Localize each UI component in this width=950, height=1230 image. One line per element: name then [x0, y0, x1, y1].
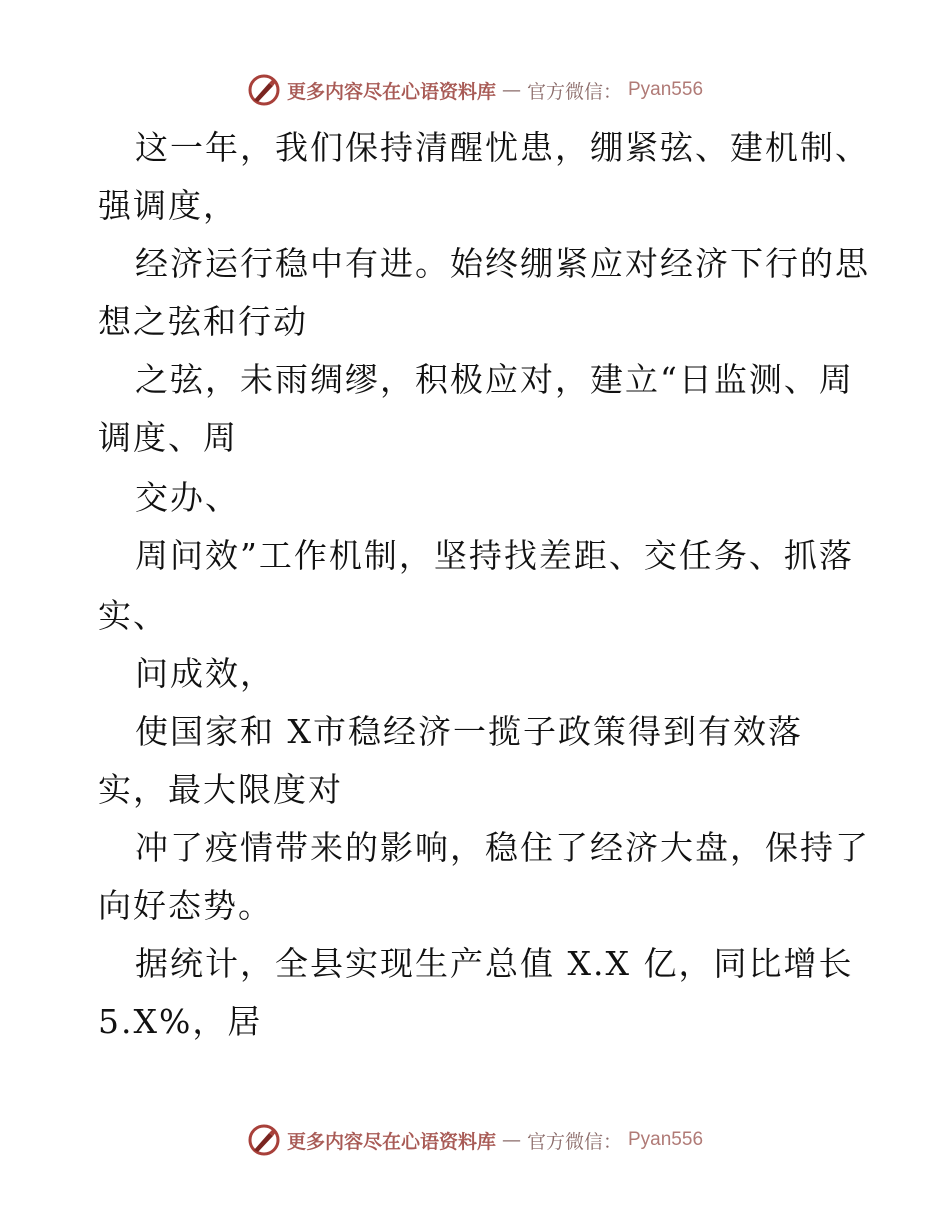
banner-dash: — — [501, 1129, 521, 1151]
header-banner — [0, 70, 950, 110]
banner-dash: — — [501, 79, 521, 101]
banner-wechat-label: 官方微信： — [526, 80, 622, 103]
text-line: 调度、周 — [98, 418, 238, 457]
pen-logo-icon — [247, 73, 281, 107]
text-line: 实，最大限度对 — [98, 770, 343, 809]
text-line: 5.X%，居 — [98, 1002, 263, 1041]
text-line: 使国家和 X市稳经济一揽子政策得到有效落 — [135, 712, 803, 751]
text-line: 交办、 — [135, 478, 240, 517]
text-line: 问成效， — [135, 654, 275, 693]
banner-wechat-label: 官方微信： — [526, 1130, 622, 1153]
banner-wechat-id: Pyan556 — [628, 1129, 704, 1150]
banner-main-text: 更多内容尽在心语资料库 — [286, 1130, 496, 1153]
pen-logo-icon — [247, 1123, 281, 1157]
text-line: 周问效”工作机制，坚持找差距、交任务、抓落 — [135, 536, 854, 575]
text-line: 向好态势。 — [98, 886, 273, 925]
footer-banner — [0, 1120, 950, 1160]
text-line: 据统计，全县实现生产总值 X.X 亿，同比增长 — [135, 944, 854, 983]
text-line: 冲了疫情带来的影响，稳住了经济大盘，保持了 — [135, 828, 870, 867]
banner-wechat-id: Pyan556 — [628, 79, 704, 100]
text-line: 想之弦和行动 — [98, 302, 308, 341]
text-line: 强调度， — [98, 186, 238, 225]
text-line: 经济运行稳中有进。始终绷紧应对经济下行的思 — [135, 244, 870, 283]
text-line: 之弦，未雨绸缪，积极应对，建立“日监测、周 — [135, 360, 854, 399]
text-line: 这一年，我们保持清醒忧患，绷紧弦、建机制、 — [135, 128, 870, 167]
banner-main-text: 更多内容尽在心语资料库 — [286, 80, 496, 103]
text-line: 实、 — [98, 596, 168, 635]
